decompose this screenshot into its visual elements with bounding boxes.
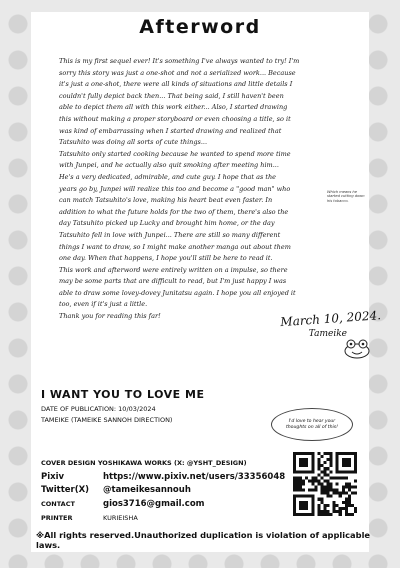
frog-doodle-icon [343,337,371,359]
afterword-letter [59,56,353,323]
letter-line: He's a very dedicated, admirable, and cute guy. I hope that as the [59,172,277,181]
letter-line: may be some parts that are difficult to read, but I'm just happy I was [59,277,287,286]
cover-design-credit: COVER DESIGN YOSHIKAWA WORKS (X: @YSHT_DESIGN) [41,459,247,467]
book-title: I WANT YOU TO LOVE ME [41,388,205,401]
pixiv-link[interactable]: https://www.pixiv.net/users/33356048 [103,472,286,482]
afterword-panel [31,12,382,552]
letter-line: Thank you for reading this far! [59,312,161,321]
contact-email[interactable]: gios3716@gmail.com [103,499,205,509]
letter-line: with Junpei, and he actually also quit smoking after meeting him... [59,161,279,170]
publication-date: DATE OF PUBLICATION: 10/03/2024 [41,405,156,413]
letter-line: it's just a one-shot, there were all kinds of situations and little details I [59,80,293,89]
signature-name: Tameike [308,329,347,339]
page-title: Afterword [139,16,261,38]
speech-bubble [271,408,353,441]
signature [271,308,382,339]
margin-note: Which means he started cutting down his tobacco. [327,190,365,203]
letter-line: years go by, Junpei will realize this too and become a "good man" who [59,184,291,193]
letter-line: sorry this story was just a one-shot and not a serialized work... Because [59,68,296,77]
credit-label: CONTACT [41,500,75,508]
rights-notice: ※All rights reserved.Unauthorized duplication is violation of applicable laws. [36,530,371,550]
printer-name: KURIEISHA [103,514,138,522]
letter-line: this without making a proper storyboard or even choosing a title, so it [59,114,291,123]
letter-line: This work and afterword were entirely written on a impulse, so there [59,265,288,274]
letter-line: addition to what the future holds for the two of them, there's also the [59,207,289,216]
credit-label: Twitter(X) [41,485,90,495]
letter-line: This is my first sequel ever! It's something I've always wanted to try! I'm [59,57,300,65]
letter-line: able to depict them all with this work either... Also, I started drawing [59,103,288,112]
qr-code-icon[interactable] [293,452,357,516]
letter-line: Tatsuhito was doing all sorts of cute things... [59,138,208,147]
credit-row-contact [41,498,205,510]
speech-bubble-text: I'd love to hear your thoughts on all of this! [285,418,339,430]
letter-line: things I want to draw, so I might make another manga out about them [59,242,291,251]
letter-line: was kind of embarrassing when I started drawing and realized that [59,126,282,135]
letter-line: too, even if it's just a little. [59,300,148,309]
credit-label: PRINTER [41,514,73,522]
letter-line: day Tatsuhito picked up Lucky and brought him home, or the day [59,219,275,228]
credit-row-twitter [41,484,191,496]
letter-line: can match Tatsuhito's love, making his heart beat even faster. In [59,196,273,205]
letter-line: Tatsuhito fell in love with Junpei... There are still so many different [59,230,281,239]
letter-line: one day. When that happens, I hope you'll still be here to read it. [59,254,273,263]
credit-row-pixiv [41,471,285,483]
twitter-handle[interactable]: @tameikesannouh [103,485,191,495]
letter-line: couldn't fully depict back then... That being said, I still haven't been [59,91,284,100]
author-line: TAMEIKE (TAMEIKE SANNOH DIRECTION) [41,416,173,424]
letter-line: Tatsuhito only started cooking because he wanted to spend more time [59,149,291,158]
signature-date: March 10, 2024. [279,308,382,330]
letter-line: able to draw some lovey-dovey Junitatsu again. I hope you all enjoyed it [59,288,296,297]
credit-label: Pixiv [41,472,65,482]
credit-row-printer [41,512,138,524]
